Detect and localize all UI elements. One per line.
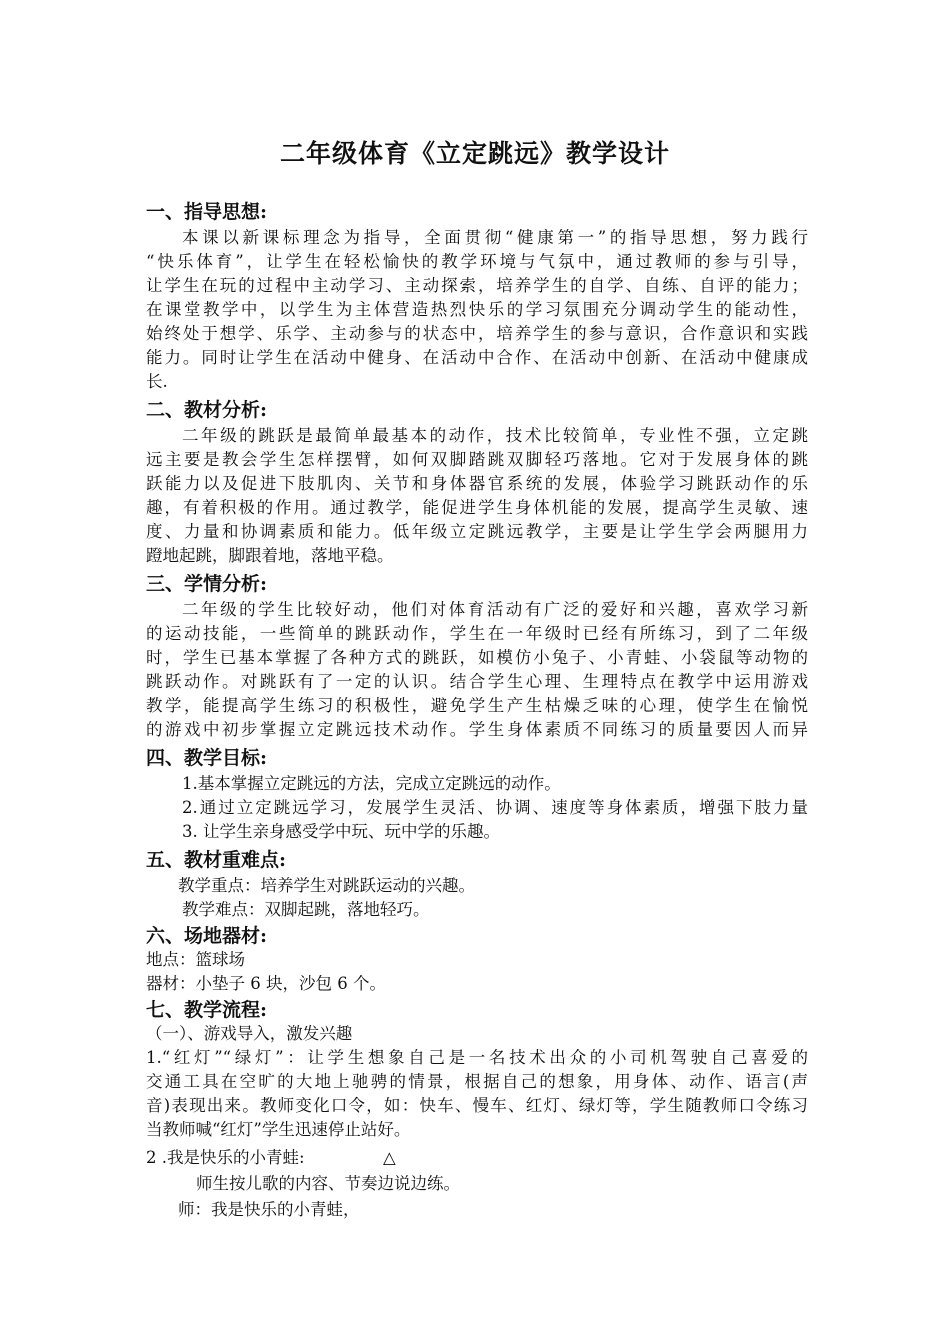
paragraph-line: 让学生在玩的过程中主动学习、主动探索，培养学生的自学、自练、自评的能力； <box>146 276 808 295</box>
paragraph-line: 本课以新课标理念为指导，全面贯彻“健康第一”的指导思想，努力践行 <box>182 228 808 247</box>
paragraph-line: 1.“红灯”“绿灯”：让学生想象自己是一名技术出众的小司机驾驶自己喜爱的 <box>146 1048 808 1067</box>
section-heading-venue-equipment: 六、场地器材: <box>146 925 268 947</box>
paragraph-line: 二年级的跳跃是最简单最基本的动作，技术比较简单，专业性不强，立定跳 <box>182 426 808 445</box>
paragraph-line: 的运动技能，一些简单的跳跃动作，学生在一年级时已经有所练习，到了二年级 <box>146 624 808 643</box>
paragraph-line: 音)表现出来。教师变化口令，如：快车、慢车、红灯、绿灯等，学生随教师口令练习 <box>146 1096 808 1115</box>
venue-line: 地点：篮球场 <box>146 950 245 969</box>
goal-item: 3. 让学生亲身感受学中玩、玩中学的乐趣。 <box>182 822 500 841</box>
paragraph-line: 教学，能提高学生练习的积极性，避免学生产生枯燥乏味的心理，使学生在愉悦 <box>146 696 808 715</box>
document-title: 二年级体育《立定跳远》教学设计 <box>279 139 670 168</box>
paragraph-line: 趣，有着积极的作用。通过教学，能促进学生身体机能的发展，提高学生灵敏、速 <box>146 498 808 517</box>
paragraph-line: 蹬地起跳，脚跟着地，落地平稳。 <box>146 546 394 565</box>
difficult-point: 教学难点：双脚起跳，落地轻巧。 <box>182 900 430 919</box>
section-heading-guiding-thought: 一、指导思想: <box>146 201 268 223</box>
goal-item: 2.通过立定跳远学习，发展学生灵活、协调、速度等身体素质，增强下肢力量 <box>182 798 808 817</box>
paragraph-line: 始终处于想学、乐学、主动参与的状态中，培养学生的参与意识，合作意识和实践 <box>146 324 808 343</box>
section-heading-student-analysis: 三、学情分析: <box>146 573 268 595</box>
paragraph-line: 度、力量和协调素质和能力。低年级立定跳远教学，主要是让学生学会两腿用力 <box>146 522 808 541</box>
section-heading-key-points: 五、教材重难点: <box>146 849 287 871</box>
paragraph-line: 师：我是快乐的小青蛙， <box>178 1200 360 1219</box>
paragraph-line: 师生按儿歌的内容、节奏边说边练。 <box>196 1174 460 1193</box>
paragraph-line: “快乐体育”，让学生在轻松愉快的教学环境与气氛中，通过教师的参与引导， <box>146 252 808 271</box>
paragraph-line: 远主要是教会学生怎样摆臂，如何双脚踏跳双脚轻巧落地。它对于发展身体的跳 <box>146 450 808 469</box>
process-subheading: （一）、游戏导入，激发兴趣 <box>146 1024 353 1043</box>
triangle-mark: △ <box>383 1148 396 1167</box>
paragraph-line: 交通工具在空旷的大地上驰骋的情景，根据自己的想象，用身体、动作、语言(声 <box>146 1072 808 1091</box>
goal-item: 1.基本掌握立定跳远的方法，完成立定跳远的动作。 <box>182 774 561 793</box>
section-heading-teaching-goals: 四、教学目标: <box>146 747 268 769</box>
paragraph-line: 跃能力以及促进下肢肌肉、关节和身体器官系统的发展，体验学习跳跃动作的乐 <box>146 474 808 493</box>
key-point: 教学重点：培养学生对跳跃运动的兴趣。 <box>178 876 475 895</box>
paragraph-line: 时，学生已基本掌握了各种方式的跳跃，如模仿小兔子、小青蛙、小袋鼠等动物的 <box>146 648 808 667</box>
paragraph-line: 的游戏中初步掌握立定跳远技术动作。学生身体素质不同练习的质量要因人而异 <box>146 720 808 739</box>
section-heading-material-analysis: 二、教材分析: <box>146 399 268 421</box>
section-heading-teaching-process: 七、教学流程: <box>146 999 268 1021</box>
paragraph-line: 长. <box>146 372 168 391</box>
paragraph-line: 能力。同时让学生在活动中健身、在活动中合作、在活动中创新、在活动中健康成 <box>146 348 808 367</box>
process-item-frog: 2 .我是快乐的小青蛙: <box>146 1148 305 1167</box>
paragraph-line: 当教师喊“红灯”学生迅速停止站好。 <box>146 1120 411 1139</box>
paragraph-line: 在课堂教学中，以学生为主体营造热烈快乐的学习氛围充分调动学生的能动性， <box>146 300 808 319</box>
equipment-line: 器材：小垫子 6 块，沙包 6 个。 <box>146 974 386 993</box>
paragraph-line: 二年级的学生比较好动，他们对体育活动有广泛的爱好和兴趣，喜欢学习新 <box>182 600 808 619</box>
paragraph-line: 跳跃动作。对跳跃有了一定的认识。结合学生心理、生理特点在教学中运用游戏 <box>146 672 808 691</box>
